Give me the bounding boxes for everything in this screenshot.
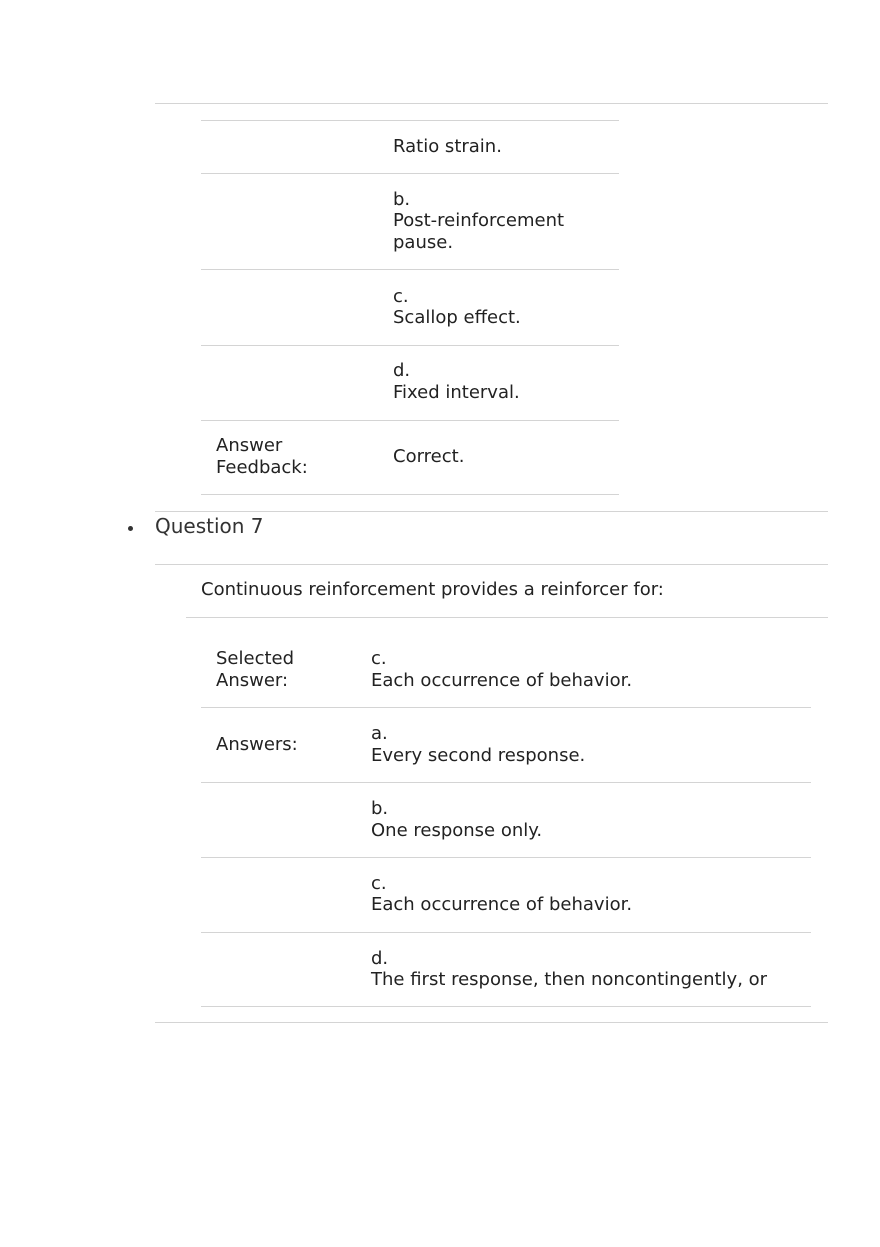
q6-row-divider <box>201 420 619 421</box>
q6-answer-b-text: Post-reinforcement <box>393 210 565 231</box>
q6-answer-c-text: Scallop effect. <box>393 307 521 328</box>
q6-row-divider <box>201 173 619 174</box>
bullet-icon <box>128 526 133 531</box>
feedback-label-line2: Feedback: <box>216 457 308 478</box>
question-title: Question 7 <box>155 514 264 538</box>
top-divider <box>155 103 828 104</box>
question-bottom-divider <box>155 1022 828 1023</box>
q6-row-divider <box>201 269 619 270</box>
q6-table-top-line <box>201 120 619 121</box>
prompt-divider <box>186 617 828 618</box>
answers-label: Answers: <box>216 734 298 755</box>
q7-answer-d-text: The first response, then noncontingently, or <box>371 969 768 990</box>
selected-answer-label-line2: Answer: <box>216 670 289 691</box>
feedback-value: Correct. <box>393 446 465 467</box>
q6-answer-d-text: Fixed interval. <box>393 382 520 403</box>
feedback-label-line1: Answer <box>216 435 283 456</box>
q7-row-divider <box>201 782 811 783</box>
q6-answer-c-letter: c. <box>393 286 409 307</box>
q7-table-bottom-line <box>201 1006 811 1007</box>
question-header-divider <box>155 564 828 565</box>
q7-answer-c-text: Each occurrence of behavior. <box>371 894 633 915</box>
q6-table-bottom-line <box>201 494 619 495</box>
q7-answer-b-letter: b. <box>371 798 389 819</box>
question-prompt: Continuous reinforcement provides a reinforcer for: <box>201 579 664 600</box>
q7-answer-d-letter: d. <box>371 948 389 969</box>
q7-row-divider <box>201 932 811 933</box>
q6-answer-d-letter: d. <box>393 360 411 381</box>
q6-answer-b-text-cont: pause. <box>393 232 454 253</box>
q7-answer-a-text: Every second response. <box>371 745 586 766</box>
q6-row-divider <box>201 345 619 346</box>
q7-answer-a-letter: a. <box>371 723 388 744</box>
question-divider <box>155 511 828 512</box>
q7-answer-b-text: One response only. <box>371 820 543 841</box>
q6-answer-b-letter: b. <box>393 189 411 210</box>
q7-row-divider <box>201 857 811 858</box>
selected-answer-letter: c. <box>371 648 387 669</box>
selected-answer-text: Each occurrence of behavior. <box>371 670 633 691</box>
q6-answer-a-text: Ratio strain. <box>393 136 502 157</box>
q7-answer-c-letter: c. <box>371 873 387 894</box>
q7-row-divider <box>201 707 811 708</box>
selected-answer-label-line1: Selected <box>216 648 295 669</box>
